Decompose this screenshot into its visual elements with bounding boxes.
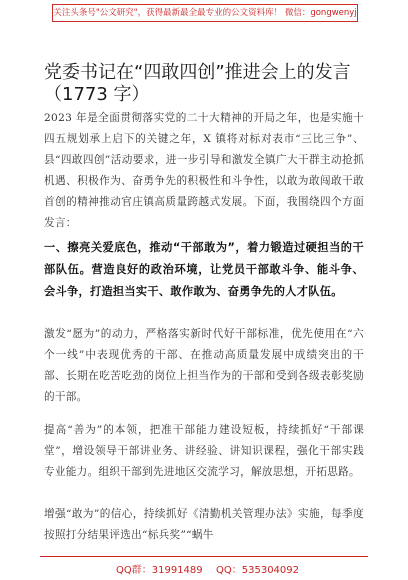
footer-qq-contact: QQ：535304092	[216, 565, 300, 576]
title-word-count: （1773 字）	[44, 84, 150, 105]
footer-qq-group: QQ群：31991489	[116, 565, 203, 576]
paragraph-intro: 2023 年是全面贯彻落实党的二十大精神的开局之年，也是实施十四五规划承上启下的关键之年，X 镇将对标对表市“三比三争”、县“四敢四创”活动要求，进一步引导和激发全镇广大干群主动抢抓机遇、积极作为、奋勇争先的积极性和斗争性，以敢为敢闯敢干敢首创的精神推动官庄镇高质量跨越式发展。下面，我围绕四个方面发言：	[44, 112, 364, 229]
paragraph-willing: 激发“愿为”的动力，严格落实新时代好干部标准，优先使用在“六个一线”中表现优秀的干部、在推动高质量发展中成绩突出的干部、长期在吃苦吃劲的岗位上担当作为的干部和受到各级表彰奖励的干部。	[44, 328, 364, 403]
paragraph-confidence: 增强“敢为”的信心，持续抓好《清勤机关管理办法》实施，每季度按照打分结果评选出“标兵奖”“蜗牛	[44, 508, 364, 541]
footer-bar	[40, 556, 368, 578]
section-heading-1: 一、擦亮关爱底色，推动“干部敢为”，着力锻造过硬担当的干部队伍。营造良好的政治环境，让党员干部敢斗争、能斗争、会斗争，打造担当实干、敢作敢为、奋勇争先的人才队伍。	[44, 241, 364, 298]
header-banner: 关注头条号"公文研究"，获得最新最全最专业的公文资料库！ 微信：gongwenyj	[52, 4, 358, 22]
page-title	[44, 62, 374, 106]
paragraph-capable: 提高“善为”的本领，把准干部能力建设短板，持续抓好“干部课堂”，增设领导干部讲业务、讲经验、讲知识课程，强化干部实践专业能力。组织干部到先进地区交流学习，解放思想，开拓思路。	[44, 424, 364, 478]
title-main: 党委书记在“四敢四创”推进会上的发言	[44, 62, 351, 83]
